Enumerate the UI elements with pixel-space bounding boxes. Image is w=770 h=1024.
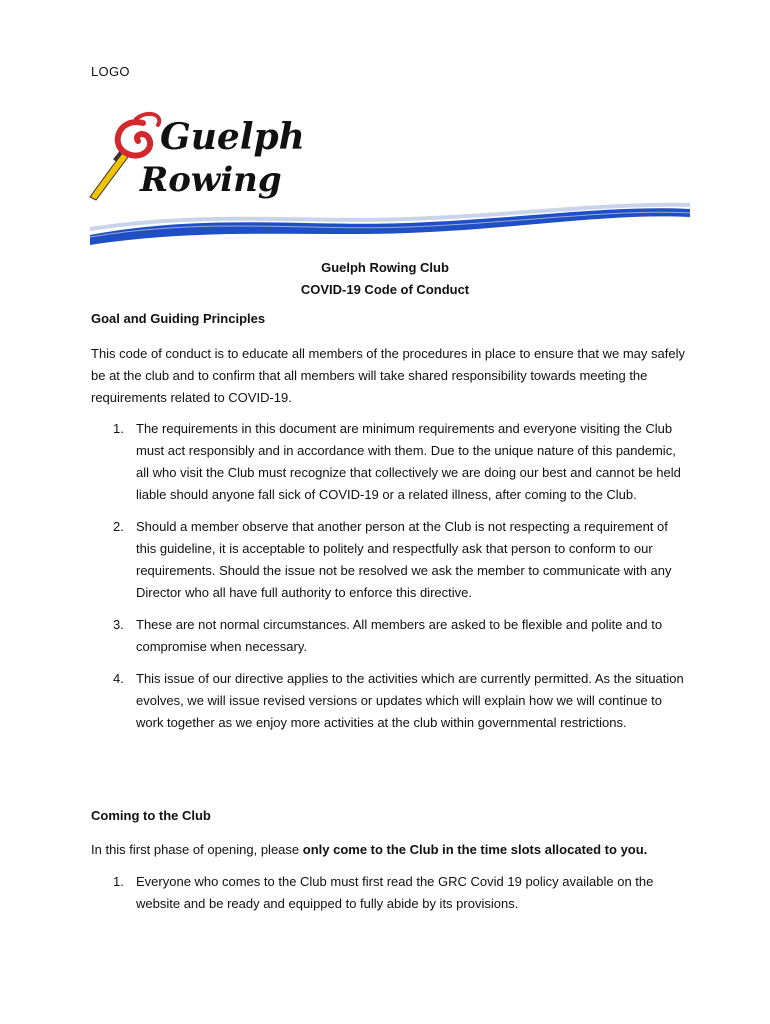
guelph-rowing-logo: [88, 105, 692, 245]
list-item: [91, 871, 691, 915]
coming-intro-bold: only come to the Club in the time slots allocated to you.: [302, 842, 648, 857]
list-item-text: These are not normal circumstances. All members are asked to be flexible and polite and to compromise when necessary.: [136, 617, 663, 654]
document-subtitle: COVID-19 Code of Conduct: [300, 282, 470, 297]
goal-intro: This code of conduct is to educate all members of the procedures in place to ensure that we may safely be at the club and to confirm that all members will take shared responsibility towards meeting the requirements related to COVID-19.: [91, 346, 685, 405]
logo-label: LOGO: [91, 64, 130, 79]
coming-intro-text: In this first phase of opening, please: [91, 842, 303, 857]
list-item-number: 1.: [113, 421, 124, 436]
coming-list: [91, 871, 691, 925]
list-item-number: 3.: [113, 617, 124, 632]
goal-list: [91, 418, 691, 744]
list-item: [91, 614, 691, 658]
goal-heading: Goal and Guiding Principles: [91, 311, 266, 326]
list-item-text: Everyone who comes to the Club must first read the GRC Covid 19 policy available on the website and be ready and equipped to fully abide by its provisions.: [136, 874, 654, 911]
club-name: Guelph Rowing Club: [321, 260, 449, 275]
list-item-text: The requirements in this document are minimum requirements and everyone visiting the Club must act responsibly and in accordance with them. Due to the unique nature of this pandemic, all who visit the Club must recognize that collectively we are doing our best and cannot be held liable should anyone fall sick of COVID-19 or a related illness, after coming to the Club.: [136, 421, 681, 502]
coming-intro: [91, 839, 691, 861]
list-item-number: 4.: [113, 671, 124, 686]
document-title: [0, 257, 770, 301]
list-item-text: This issue of our directive applies to the activities which are currently permitted. As the situation evolves, we will issue revised versions or updates which will explain how we will continue to work together as we enjoy more activities at the club within governmental restrictions.: [136, 671, 684, 730]
list-item: [91, 668, 691, 734]
logo-text-rowing: Rowing: [140, 160, 282, 200]
coming-heading: Coming to the Club: [91, 808, 211, 823]
swirl-icon: [118, 122, 150, 155]
list-item-text: Should a member observe that another person at the Club is not respecting a requirement of this guideline, it is acceptable to politely and respectfully ask that person to conform to our requirements. Should the issue not be resolved we ask the member to communicate with any Director who all have full authority to enforce this directive.: [136, 519, 672, 600]
list-item: [91, 516, 691, 604]
list-item: [91, 418, 691, 506]
logo-text-guelph: Guelph: [160, 116, 305, 158]
list-item-number: 2.: [113, 519, 124, 534]
list-item-number: 1.: [113, 874, 124, 889]
oar-icon: [90, 153, 128, 200]
